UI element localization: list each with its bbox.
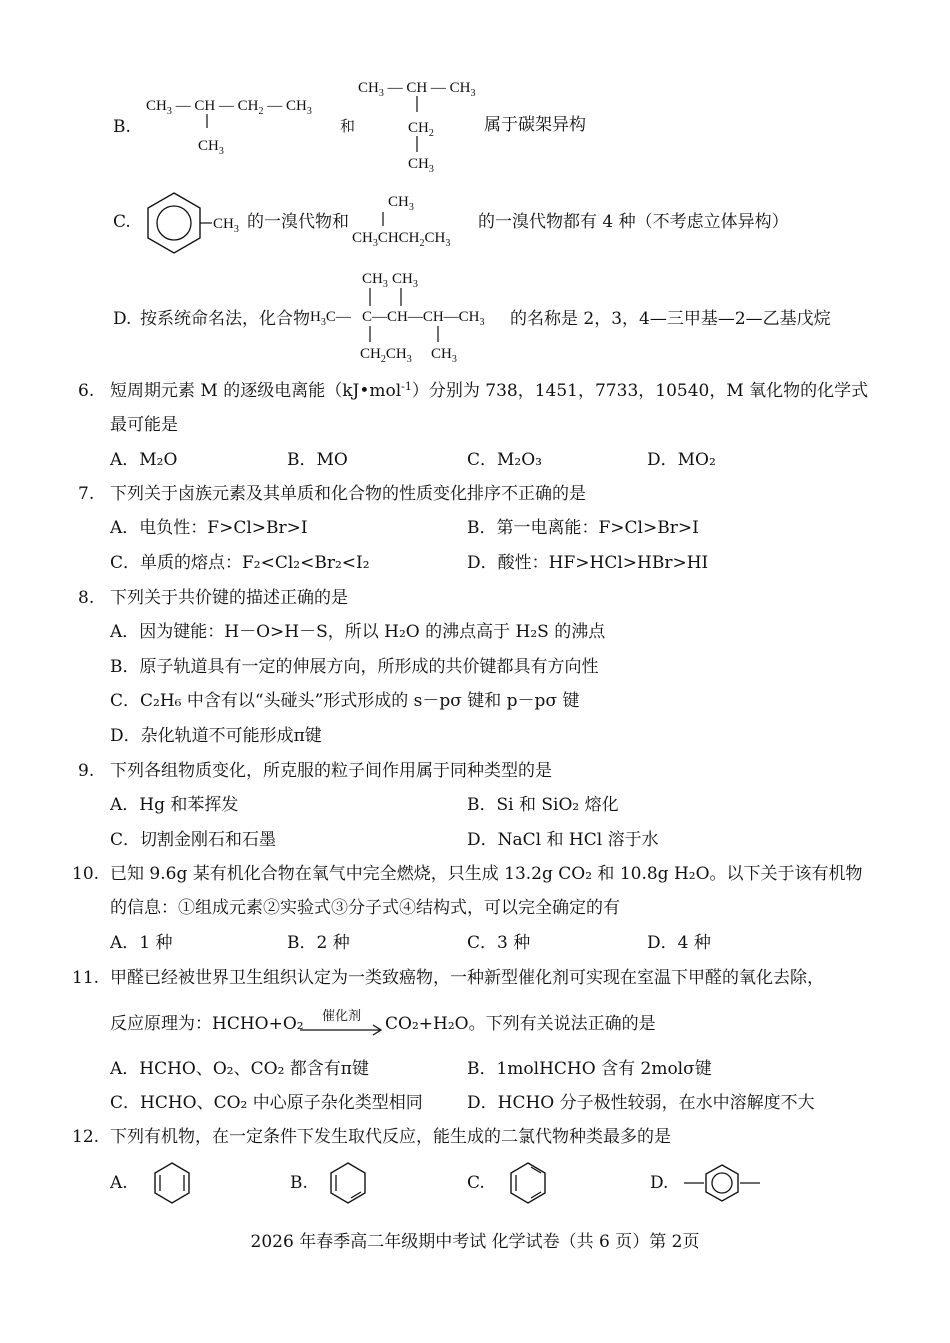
q6-option-a: A．M₂O <box>110 450 178 470</box>
q8-option-b: B．原子轨道具有一定的伸展方向，所形成的共价键都具有方向性 <box>110 657 599 677</box>
q12-number: 12. <box>72 1127 100 1147</box>
q5-option-c-label: C. <box>113 212 131 232</box>
q12-option-d-para-xylene <box>684 1161 764 1205</box>
svg-text:CH3: $CH_3$ <box>213 216 239 235</box>
svg-text:CH3: $CH_3$ <box>388 194 414 213</box>
q6-option-b: B．MO <box>287 450 348 470</box>
svg-text:CH3 — CH — CH2 — CH3: $CH_3$ — CH — $CH_2$ — $CH_3$ <box>146 98 312 117</box>
svg-text:CH3: $CH_3$ <box>198 138 224 157</box>
q6-stem-line2: 最可能是 <box>110 415 178 435</box>
q12-option-c-benzene <box>508 1161 548 1205</box>
q11-stem-line2-pre: 反应原理为：HCHO+O₂ <box>110 1014 304 1034</box>
q9-option-a: A．Hg 和苯挥发 <box>110 795 239 815</box>
q10-option-a: A．1 种 <box>110 933 173 953</box>
q10-stem-line1: 已知 9.6g 某有机化合物在氧气中完全燃烧，只生成 13.2g CO₂ 和 10.8g H₂O。以下关于该有机物 <box>110 864 863 884</box>
q5-d-structure <box>310 268 510 368</box>
q7-stem: 下列关于卤族元素及其单质和化合物的性质变化排序不正确的是 <box>110 484 586 504</box>
q7-option-c: C．单质的熔点：F₂<Cl₂<Br₂<I₂ <box>110 553 370 573</box>
q5-option-c-end: 的一溴代物都有 4 种（不考虑立体异构） <box>478 212 789 232</box>
q11-catalyst-label: 催化剂 <box>322 1009 362 1024</box>
svg-text:CH3CHCH2CH3: $CH_3CHCH_2CH_3$ <box>352 230 451 249</box>
q11-reaction-arrow <box>300 1024 386 1036</box>
q7-option-b: B．第一电离能：F>Cl>Br>I <box>467 518 699 538</box>
q5-b-and: 和 <box>340 117 356 135</box>
q9-stem: 下列各组物质变化，所克服的粒子间作用属于同种类型的是 <box>110 761 552 781</box>
q5-option-b-label: B. <box>113 117 131 137</box>
svg-text:CH3: $CH_3$ <box>392 271 418 290</box>
q7-option-d: D．酸性：HF>HCl>HBr>HI <box>467 553 709 573</box>
q12-option-a-cyclohexadiene <box>152 1161 192 1205</box>
q8-option-c: C．C₂H₆ 中含有以“头碰头”形式形成的 s－pσ 键和 p－pσ 键 <box>110 691 580 711</box>
q6-option-c: C．M₂O₃ <box>467 450 542 470</box>
q8-option-a: A．因为键能：H－O>H－S，所以 H₂O 的沸点高于 H₂S 的沸点 <box>110 622 606 642</box>
q9-option-b: B．Si 和 SiO₂ 熔化 <box>467 795 619 815</box>
q12-option-a-label: A. <box>110 1173 128 1193</box>
svg-text:C—CH—CH—CH3: $C—CH—CH—CH_3$ <box>362 309 485 328</box>
svg-text:H3C—: $H_3C—$ <box>310 309 351 328</box>
q5-option-b-text: 属于碳架异构 <box>484 115 586 135</box>
q10-option-b: B．2 种 <box>287 933 350 953</box>
q8-stem: 下列关于共价键的描述正确的是 <box>110 588 348 608</box>
svg-text:CH2CH3: $CH_2CH_3$ <box>360 346 412 365</box>
q8-option-d: D．杂化轨道不可能形成π键 <box>110 726 322 746</box>
q5-option-d-pre: 按系统命名法，化合物 <box>140 309 310 329</box>
q6-option-d: D．MO₂ <box>647 450 716 470</box>
svg-text:CH3: $CH_3$ <box>408 156 434 175</box>
q6-number: 6. <box>78 381 95 401</box>
q12-option-b-cyclohexadiene <box>328 1161 368 1205</box>
q8-number: 8. <box>78 588 95 608</box>
q10-option-d: D．4 种 <box>647 933 711 953</box>
svg-text:CH3: $CH_3$ <box>431 346 457 365</box>
q11-option-a: A．HCHO、O₂、CO₂ 都含有π键 <box>110 1059 369 1079</box>
q5-b-structures <box>140 70 500 180</box>
q11-stem-line2-post: CO₂+H₂O。下列有关说法正确的是 <box>385 1014 656 1034</box>
q11-option-b: B．1molHCHO 含有 2molσ键 <box>467 1059 712 1079</box>
q12-option-c-label: C. <box>467 1173 485 1193</box>
q12-option-d-label: D. <box>650 1173 669 1193</box>
q7-number: 7. <box>78 484 95 504</box>
q11-option-d: D．HCHO 分子极性较弱，在水中溶解度不大 <box>467 1093 815 1113</box>
q11-number: 11. <box>72 968 100 988</box>
q9-number: 9. <box>78 761 95 781</box>
q10-stem-line2: 的信息：①组成元素②实验式③分子式④结构式，可以完全确定的有 <box>110 898 620 918</box>
svg-text:CH3 — CH — CH3: $CH_3$ — CH — $CH_3$ <box>358 80 476 99</box>
q5-option-d-label: D. <box>113 309 132 329</box>
q9-option-d: D．NaCl 和 HCl 溶于水 <box>467 830 659 850</box>
q10-option-c: C．3 种 <box>467 933 531 953</box>
q7-option-a: A．电负性：F>Cl>Br>I <box>110 518 308 538</box>
q12-stem: 下列有机物，在一定条件下发生取代反应，能生成的二氯代物种类最多的是 <box>110 1127 671 1147</box>
svg-text:CH3: $CH_3$ <box>362 271 388 290</box>
q11-option-c: C．HCHO、CO₂ 中心原子杂化类型相同 <box>110 1093 423 1113</box>
q12-option-b-label: B. <box>290 1173 308 1193</box>
q9-option-c: C．切割金刚石和石墨 <box>110 830 277 850</box>
page-footer: 2026 年春季高二年级期中考试 化学试卷（共 6 页）第 2页 <box>250 1232 700 1252</box>
q6-stem: 短周期元素 M 的逐级电离能（kJ•mol$^{-1}$）分别为 738，1451，7733，10540，M 氧化物的化学式 <box>110 380 869 401</box>
q10-number: 10. <box>72 864 100 884</box>
q11-stem-line1: 甲醛已经被世界卫生组织认定为一类致癌物，一种新型催化剂可实现在室温下甲醛的氧化去除， <box>110 968 824 988</box>
q5-option-d-post: 的名称是 2，3，4—三甲基—2—乙基戊烷 <box>510 309 831 329</box>
q5-option-c-mid: 的一溴代物和 <box>247 212 349 232</box>
svg-text:CH2: $CH_2$ <box>408 120 434 139</box>
